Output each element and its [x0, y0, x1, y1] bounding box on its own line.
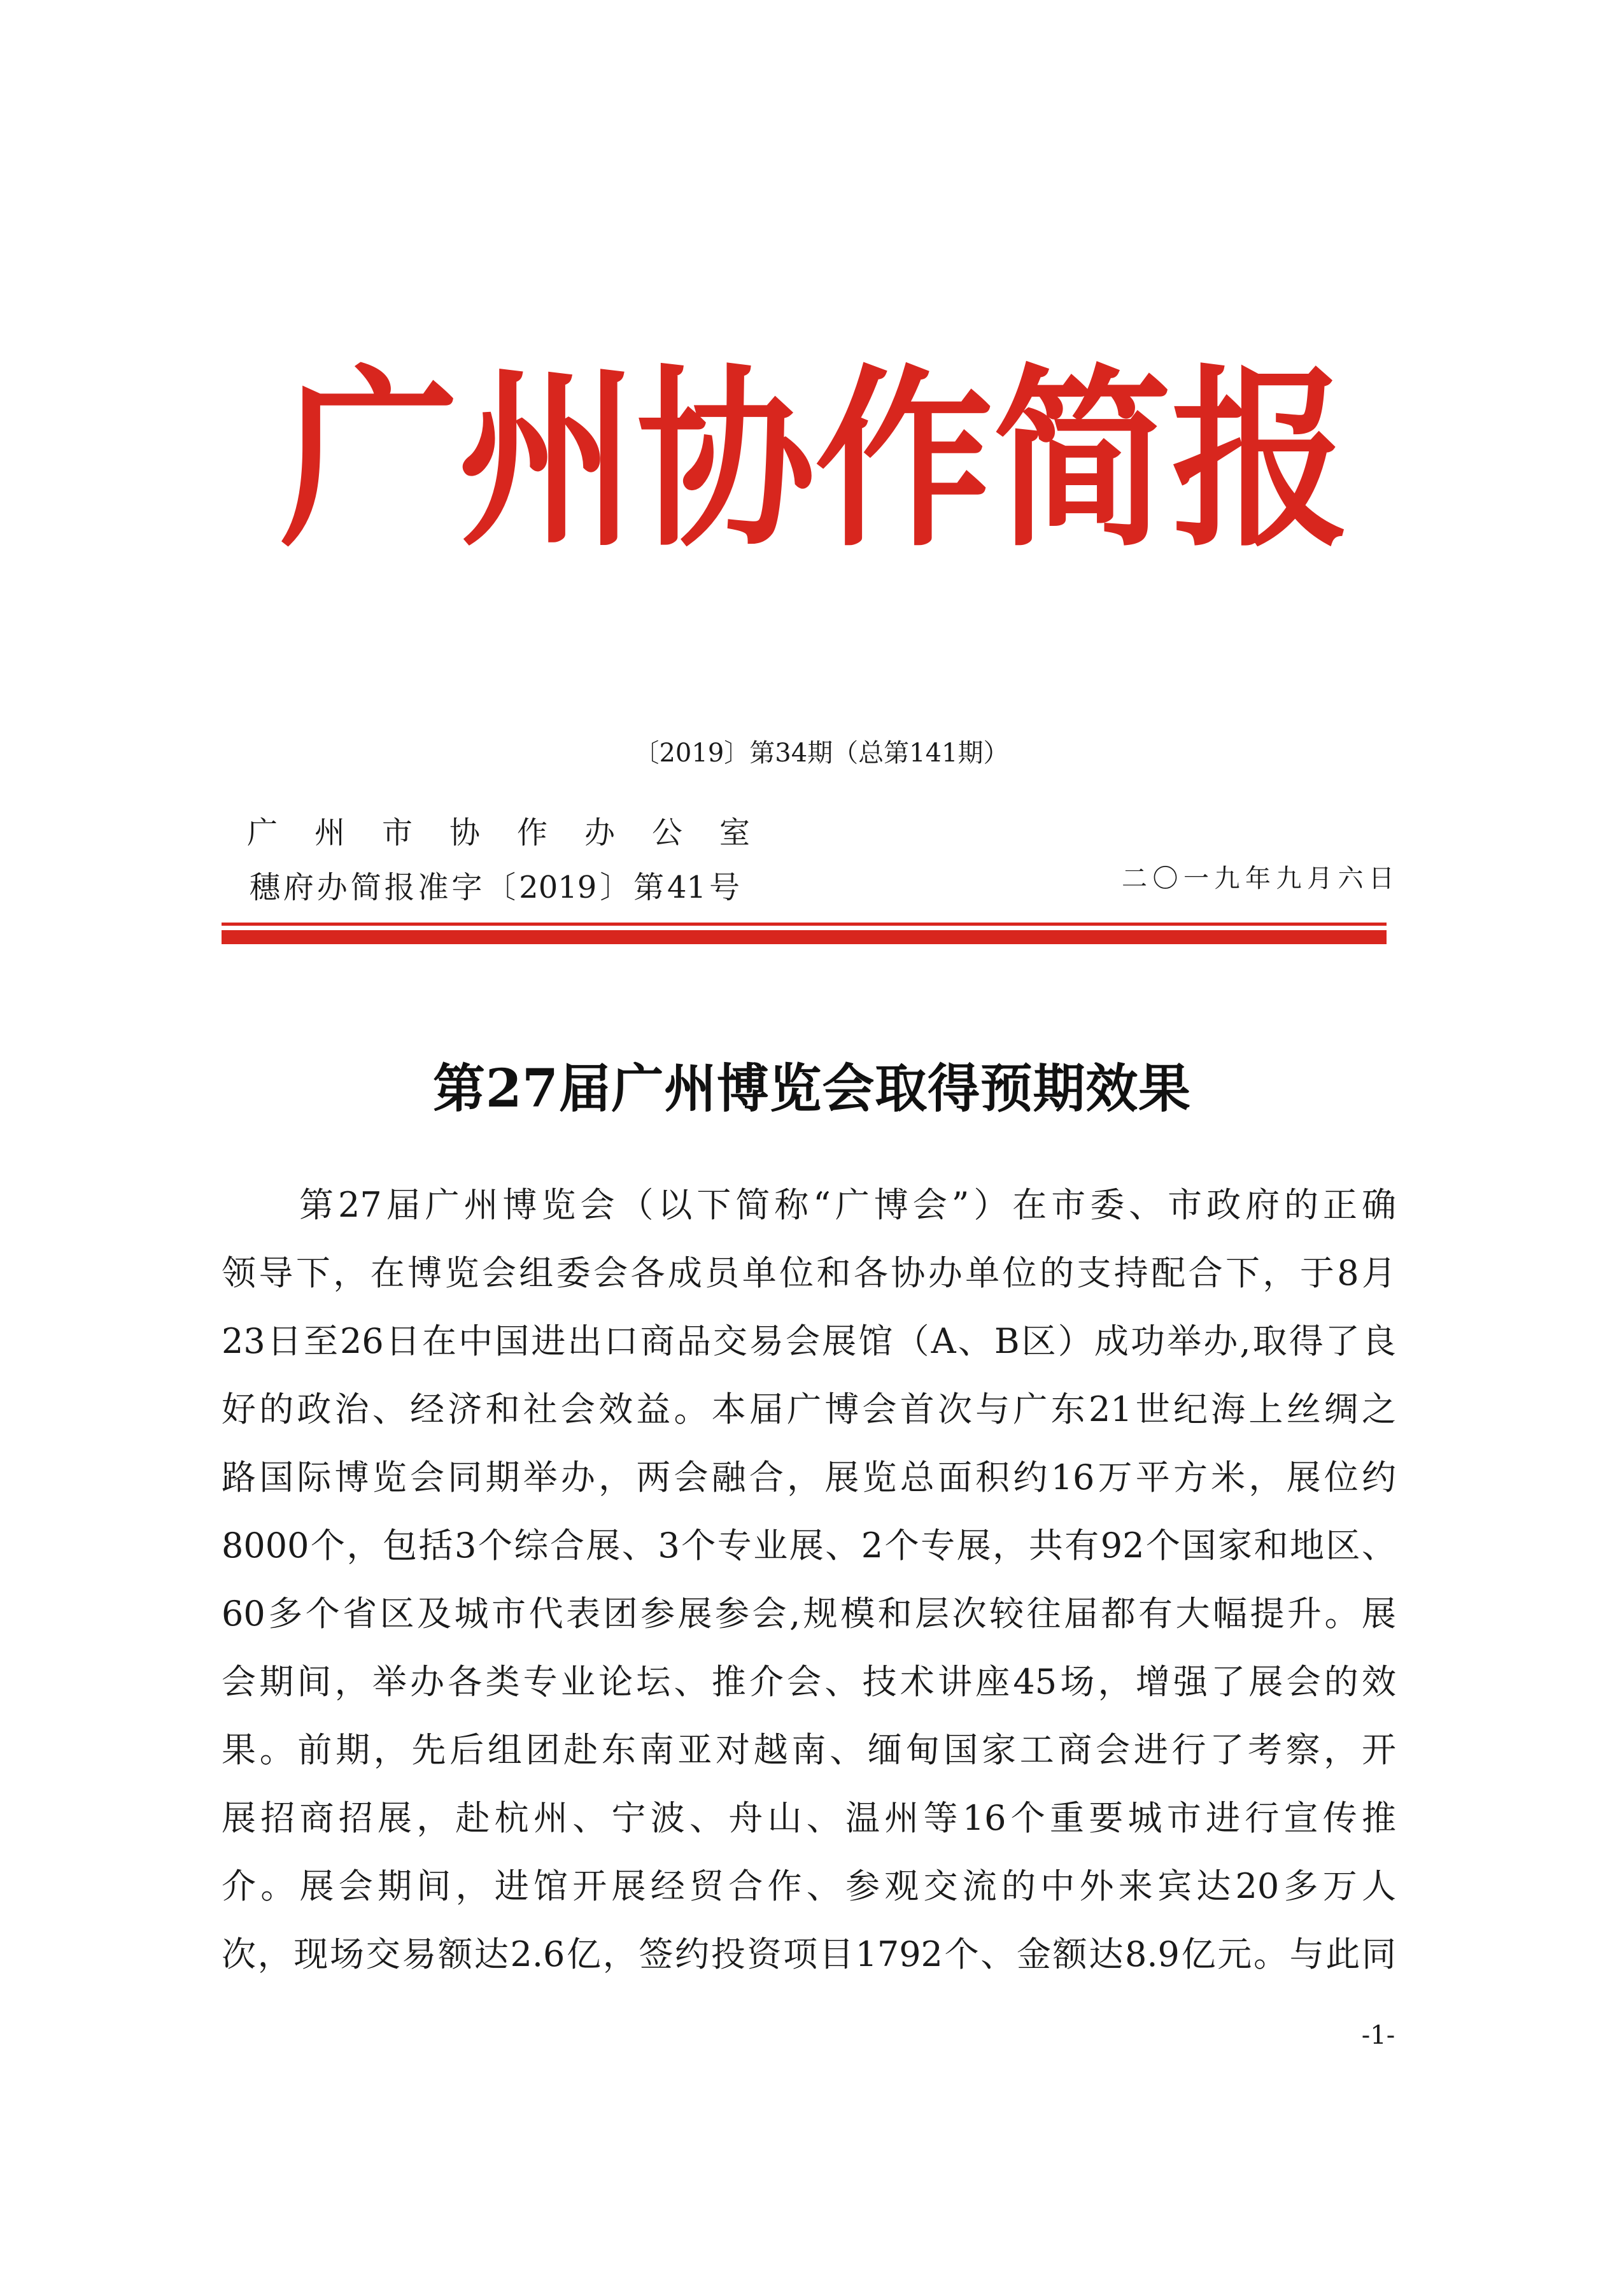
- page-number: -1-: [1361, 2021, 1395, 2050]
- body-line: 60多个省区及城市代表团参展参会,规模和层次较往届都有大幅提升。展: [222, 1594, 1396, 1634]
- issue-date: 二〇一九年九月六日: [1122, 864, 1394, 893]
- body-line: 果。前期，先后组团赴东南亚对越南、缅甸国家工商会进行了考察，开: [222, 1730, 1396, 1770]
- body-line: 领导下，在博览会组委会各成员单位和各协办单位的支持配合下，于8月: [222, 1253, 1396, 1293]
- body-line: 展招商招展，赴杭州、宁波、舟山、温州等16个重要城市进行宣传推: [222, 1798, 1396, 1838]
- body-line: 第27届广州博览会（以下简称“广博会”）在市委、市政府的正确: [299, 1185, 1396, 1225]
- permit-number: 穗府办简报准字〔2019〕第41号: [250, 870, 740, 905]
- article-title: 第27届广州博览会取得预期效果: [433, 1058, 1190, 1119]
- red-divider-thick: [222, 930, 1387, 944]
- article-body: [222, 1183, 1396, 2000]
- body-line: 介。展会期间，进馆开展经贸合作、参观交流的中外来宾达20多万人: [222, 1866, 1396, 1906]
- body-line: 好的政治、经济和社会效益。本届广博会首次与广东21世纪海上丝绸之: [222, 1389, 1396, 1429]
- red-divider-thin: [222, 923, 1387, 926]
- body-line: 路国际博览会同期举办，两会融合，展览总面积约16万平方米，展位约: [222, 1457, 1396, 1497]
- issue-number: 〔2019〕第34期（总第141期）: [633, 739, 1009, 768]
- masthead-title: 广州协作简报: [280, 347, 1350, 574]
- body-line: 23日至26日在中国进出口商品交易会展馆（A、B区）成功举办,取得了良: [222, 1321, 1396, 1361]
- body-line: 次，现场交易额达2.6亿，签约投资项目1792个、金额达8.9亿元。与此同: [222, 1934, 1396, 1974]
- body-line: 会期间，举办各类专业论坛、推介会、技术讲座45场，增强了展会的效: [222, 1662, 1396, 1702]
- body-line: 8000个，包括3个综合展、3个专业展、2个专展，共有92个国家和地区、: [222, 1525, 1396, 1566]
- issuing-office: 广州市协作办公室: [247, 815, 750, 851]
